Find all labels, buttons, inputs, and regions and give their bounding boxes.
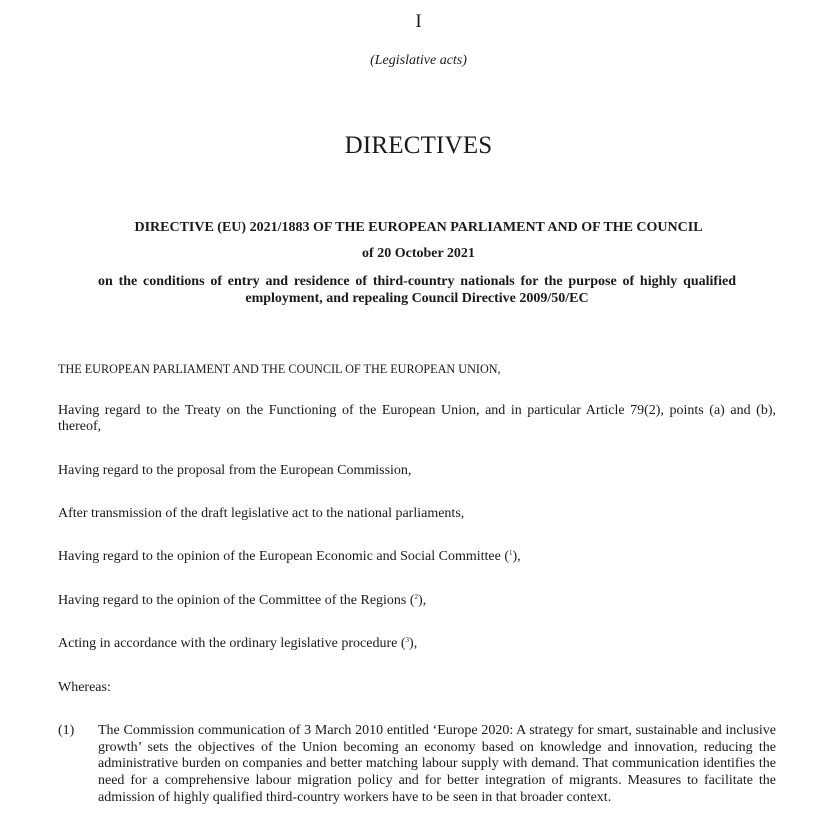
footnote-ref-3[interactable]: 3 <box>405 636 410 644</box>
footnote-ref-2[interactable]: 2 <box>414 593 419 601</box>
citation-regions <box>58 593 776 609</box>
document-title: DIRECTIVE (EU) 2021/1883 OF THE EUROPEAN PARLIAMENT AND OF THE COUNCIL <box>134 220 703 235</box>
citation-eesc <box>58 549 776 565</box>
recital-text: The Commission communication of 3 March 2010 entitled ‘Europe 2020: A strategy for smart, sustainable and inclusive growth’ sets the objectives of the Union becoming an economy based on knowledge and innovation, reducing the administrative burden on companies and better matching labour supply with demand. That communication identifies the need for a comprehensive labour migration policy and for better integration of migrants. Measures to facilitate the admission of highly qualified third-country workers have to be seen in that broader context. <box>98 723 776 805</box>
citation-proposal: Having regard to the proposal from the European Commission, <box>58 463 412 478</box>
citation-eesc-end: ), <box>512 549 521 564</box>
section-number: I <box>415 11 422 32</box>
citation-regions-end: ), <box>418 593 427 608</box>
document-subject: on the conditions of entry and residence of third-country nationals for the purpose of highly qualified employment, and repealing Council Directive 2009/50/EC <box>98 274 736 306</box>
document-date: of 20 October 2021 <box>362 246 475 261</box>
recital-number: (1) <box>58 723 75 738</box>
citation-regions-text: Having regard to the opinion of the Committee of the Regions ( <box>58 593 415 608</box>
citation-transmission: After transmission of the draft legislative act to the national parliaments, <box>58 506 465 521</box>
act-type: (Legislative acts) <box>370 53 467 68</box>
whereas-heading: Whereas: <box>58 680 111 695</box>
footnote-ref-1[interactable]: 1 <box>509 549 513 557</box>
citation-eesc-text: Having regard to the opinion of the European Economic and Social Committee ( <box>58 549 509 564</box>
section-title: DIRECTIVES <box>344 132 493 159</box>
citation-procedure-text: Acting in accordance with the ordinary legislative procedure ( <box>58 636 406 651</box>
citation-procedure-end: ), <box>409 636 418 651</box>
citation-procedure <box>58 636 776 652</box>
citation-treaty: Having regard to the Treaty on the Functioning of the European Union, and in particular Article 79(2), points (a) and (b), thereof, <box>58 403 776 434</box>
enacting-authors: THE EUROPEAN PARLIAMENT AND THE COUNCIL OF THE EUROPEAN UNION, <box>58 362 501 376</box>
